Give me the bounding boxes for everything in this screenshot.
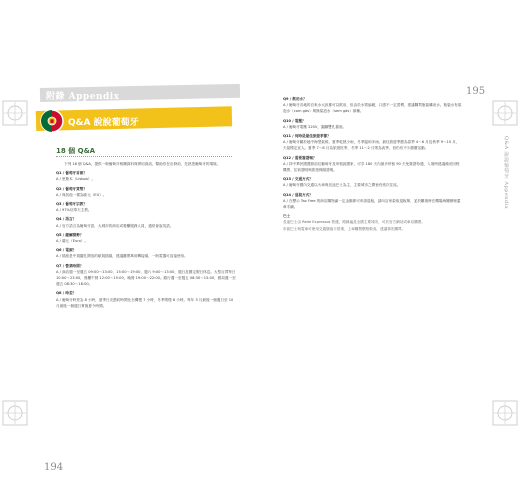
answer: A / 商店週一至週五 09:00～13:00、15:00～19:00，週六 9:00～13:00，週日及國定假日休息。大型百貨每日 10:00～23:00，餐廳午餐 12:00～15:00，晚餐 19:00～22:00。銀行週一至週五 08:30～15:00，郵局週一至週五 08:30～18:00。 (56, 269, 236, 287)
bullet-item: 市區巴士與電車可使用交通儲值卡搭乘，上車購票價格較高，建議事先購買。 (283, 226, 406, 231)
answer: A / 葡萄牙屬於地中海型氣候，夏季乾熱少雨，冬季溫和多雨。最佳旅遊季節為春季 4～6 月及秋季 9～10 月，天氣穩定宜人。夏季 7～8 月為旅遊旺季，冬季 11～2 月則為淡季，但仍有不少節慶活動。 (283, 140, 460, 151)
qa-item (56, 201, 236, 213)
qa-item (283, 96, 463, 115)
qa-item (56, 232, 236, 244)
bullet-list (283, 219, 463, 231)
question: Q5 / 薩爾淵勢？ (56, 232, 84, 237)
question: Q3 / 葡萄牙宗教？ (56, 202, 87, 207)
question: Q11 / 何時是最佳旅遊季節？ (283, 134, 331, 139)
answer: A / 薩元（Euro）。 (56, 239, 89, 244)
section-title: Q&A 說說葡萄牙 (68, 118, 139, 128)
answer: A / 插座是中規圓孔開放的歐規插頭，建議攜帶萬用轉接頭，一般電器可直接使用。 (56, 254, 188, 259)
question: Q12 / 需要簽證嗎？ (283, 155, 317, 160)
qa-list (283, 96, 463, 210)
question: Q10 / 電壓？ (283, 118, 306, 123)
answer: A / 97%信奉天主教。 (56, 208, 92, 213)
question: Q1 / 葡萄牙首都？ (56, 171, 87, 176)
answer: A / 葡萄牙時差為 8 小時，夏季日光節約時間比台灣慢 7 小時，冬季則慢 8 小時。每年 3 月最後一個週日至 10 月最後一個週日實施夏令時間。 (56, 297, 234, 308)
right-column (283, 96, 463, 232)
question: Q14 / 退稅方式？ (283, 192, 313, 197)
qa-item (283, 155, 463, 174)
portugal-flag-icon (40, 109, 64, 133)
divider (56, 156, 232, 157)
page-number: 195 (466, 86, 486, 97)
qa-item (56, 263, 236, 288)
qa-item (56, 216, 236, 228)
question: Q13 / 交通方式？ (283, 177, 313, 182)
answer: A / 葡萄牙國內交通以火車與長途巴士為主，主要城市之間皆有班次往返。 (283, 183, 401, 188)
answer: A / 與其他一樣為歐元（EU）。 (56, 192, 107, 197)
qa-item (283, 133, 463, 152)
azulejo-tile-icon (2, 100, 28, 126)
page-number: 194 (44, 462, 64, 473)
qa-item (56, 186, 236, 198)
question: Q8 / 時差？ (56, 291, 77, 296)
answer: A / 在標示 Tax Free 的商店購物滿一定金額即可申請退稅，請向店家索取退稅單，並於離境時在機場海關辦理蓋章手續。 (283, 198, 461, 210)
question: Q2 / 葡萄牙貨幣？ (56, 186, 87, 191)
bullet-item: 長途巴士由 Rede Expressos 營運，路線遍及全國主要城市，可於官方網站或車站購票。 (283, 220, 425, 225)
qa-item (283, 176, 463, 188)
question: Q9 / 飲用水？ (283, 97, 307, 101)
question: Q7 / 營業時間？ (56, 263, 84, 268)
question: Q4 / 語言？ (56, 217, 77, 222)
azulejo-tile-icon (492, 400, 518, 426)
qa-list (56, 170, 236, 309)
azulejo-tile-icon (2, 400, 28, 426)
answer: A / 葡萄牙各地的自來水大致都可以飲用，但由於水質偏硬，口感不一定習慣，建議購買瓶裝礦泉水。瓶裝水有氣泡水（com gás）與無氣泡水（sem gás）兩種。 (283, 103, 462, 114)
qa-item (283, 192, 463, 211)
sub-heading: 巴士 (283, 214, 291, 219)
qa-item (56, 290, 236, 309)
azulejo-tile-icon (492, 100, 518, 126)
answer: A / 官方語言為葡萄牙語，大城市的商店或餐廳服務人員，通常會說英語。 (56, 223, 174, 228)
question: Q6 / 電源？ (56, 248, 77, 253)
running-head: Q&A 說說葡萄牙 Appendix (503, 136, 509, 210)
appendix-label: 附錄 Appendix (46, 92, 120, 102)
answer: A / 葡萄牙電壓 220V，圓腳雙孔插座。 (283, 124, 347, 129)
section-heading: 18 個 Q&A (56, 147, 96, 155)
qa-item (283, 118, 463, 130)
answer: A / 持中華民國護照前往葡萄牙及申根區國家，可享 180 天內最多停留 90 天免簽證待遇，入境時建議備妥回程機票、住宿證明與旅遊保險證明。 (283, 161, 460, 173)
left-column (56, 161, 236, 312)
answer: A / 里斯本（Lisboa）。 (56, 177, 96, 182)
qa-item (56, 170, 236, 182)
intro-paragraph: 下列 18 個 Q&A，提供一般葡萄牙相關資料與實用資訊，幫助你在出發前，先熟悉葡萄牙的環境。 (64, 162, 221, 166)
qa-item (56, 247, 236, 259)
